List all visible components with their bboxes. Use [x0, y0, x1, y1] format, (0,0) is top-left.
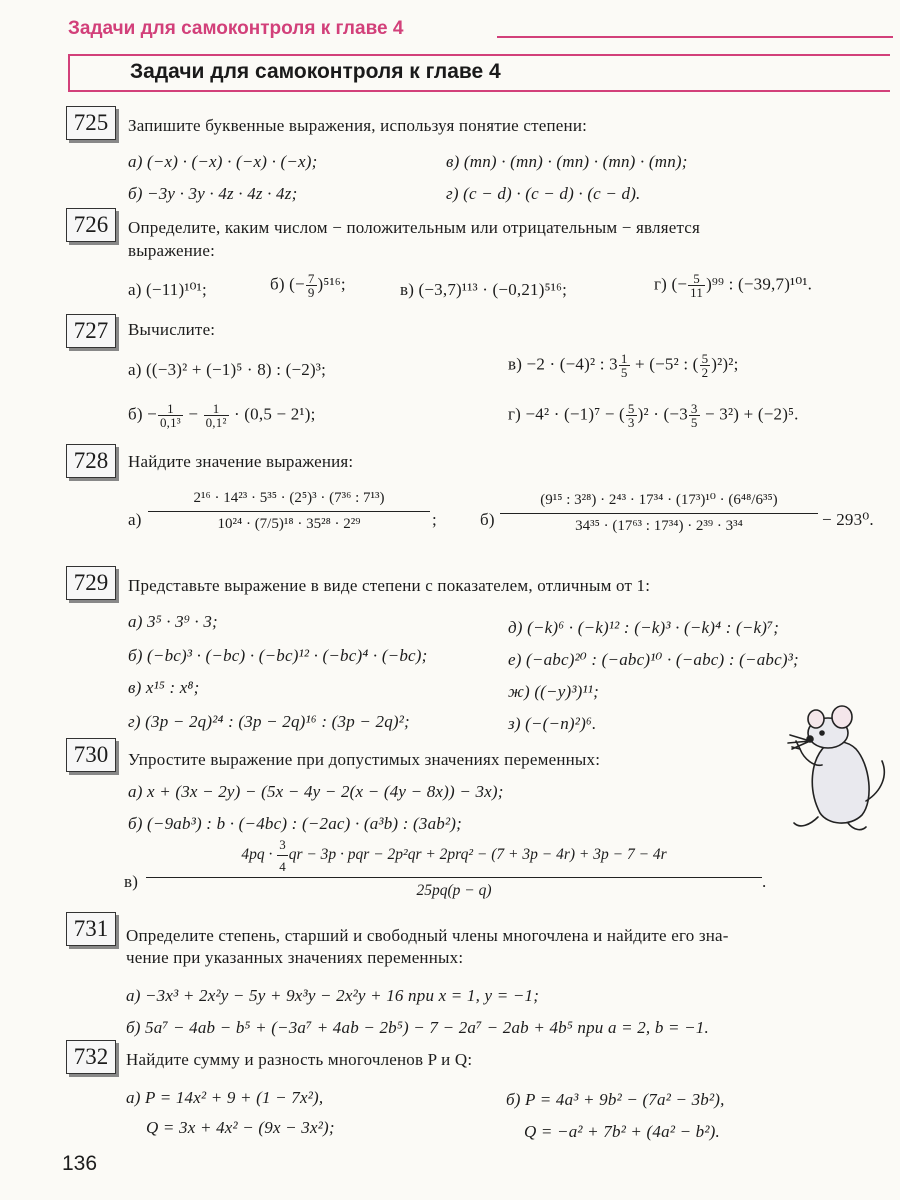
fraction-numerator: 1 [158, 402, 183, 416]
running-head: Задачи для самоконтроля к главе 4 [68, 18, 404, 39]
problem-725-g: г) (c − d) · (c − d) · (c − d). [446, 184, 641, 203]
problem-730-v-fraction [146, 838, 762, 900]
problem-727-g-prefix: г) −4² · (−1)⁷ − ( [508, 404, 625, 424]
problem-731-a: а) −3x³ + 2x²y − 5y + 9x³y − 2x²y + 16 при x = 1, y = −1; [126, 986, 540, 1005]
problem-728-b-end: − 293⁰. [822, 510, 874, 529]
problem-729-a: а) 3⁵ · 3⁹ · 3; [128, 612, 218, 631]
problem-729-v: в) x¹⁵ : x⁸; [128, 678, 200, 697]
fraction-denominator: 4 [279, 859, 286, 874]
fraction-numerator: (9¹⁵ : 3²⁸) · 2⁴³ · 17³⁴ · (17³)¹⁰ · (6⁴⁸/6³⁵) [540, 492, 778, 508]
problem-726-g-suffix: )⁹⁹ : (−39,7)¹⁰¹. [706, 274, 813, 294]
problem-727-g-middle: )² · (−3 [637, 404, 688, 424]
problem-725-b: б) −3y · 3y · 4z · 4z · 4z; [128, 184, 298, 203]
problem-726-b-suffix: )⁵¹⁶; [317, 274, 346, 294]
problem-729-z: з) (−(−n)²)⁶. [508, 714, 597, 733]
fraction-numerator: 3 [277, 838, 288, 856]
fraction-denominator: 9 [307, 285, 315, 300]
problem-727-b-prefix: б) − [128, 404, 157, 424]
fraction-denominator: 11 [690, 285, 704, 300]
fraction-numerator: 7 [307, 271, 315, 286]
fraction-numerator: 5 [701, 351, 709, 366]
mouse-illustration [770, 705, 890, 835]
problem-number-727: 727 [66, 314, 116, 348]
fraction [689, 402, 700, 429]
page-number: 136 [62, 1152, 98, 1175]
fraction-denominator: 0,1³ [159, 415, 181, 430]
problem-728-a-label: а) [128, 510, 142, 529]
fraction-denominator: 0,1² [205, 415, 227, 430]
problem-725-text: Запишите буквенные выражения, используя понятие степени: [128, 116, 588, 135]
fraction-denominator: 2 [701, 365, 709, 380]
problem-730-a: а) x + (3x − 2y) − (5x − 4y − 2(x − (4y − 8x)) − 3x); [128, 782, 504, 801]
problem-727-text: Вычислите: [128, 320, 216, 339]
problem-726-g [654, 272, 812, 299]
fraction [626, 402, 637, 429]
fraction-numerator: 5 [627, 401, 635, 416]
fraction-denominator: 3 [627, 415, 635, 430]
problem-726-text-line1: Определите, каким числом − положительным или отрицательным − является [128, 218, 701, 237]
problem-number-729: 729 [66, 566, 116, 600]
problem-726-v: в) (−3,7)¹¹³ · (−0,21)⁵¹⁶; [400, 280, 568, 299]
problem-727-b [128, 402, 316, 429]
numerator-prefix: 4pq · [241, 846, 277, 864]
running-head-rule [497, 36, 893, 38]
problem-727-v-suffix: )²)²; [711, 354, 739, 374]
problem-727-g [508, 402, 799, 429]
fraction [688, 272, 705, 299]
problem-725-v: в) (mn) · (mn) · (mn) · (mn) · (mn); [446, 152, 688, 171]
problem-727-b-suffix: · (0,5 − 2¹); [229, 404, 316, 424]
problem-727-v [508, 352, 739, 379]
numerator-suffix: qr − 3p · pqr − 2p²qr + 2prq² − (7 + 3p − 4r) + 3p − 7 − 4r [288, 846, 667, 864]
problem-728-a-end: ; [432, 510, 437, 529]
fraction-numerator: 1 [620, 351, 628, 366]
fraction [306, 272, 317, 299]
problem-726-g-prefix: г) (− [654, 274, 688, 294]
problem-729-zh: ж) ((−y)³)¹¹; [508, 682, 599, 701]
problem-732-text: Найдите сумму и разность многочленов P и Q: [126, 1050, 473, 1069]
problem-731-text-line1: Определите степень, старший и свободный члены многочлена и найдите его зна- [126, 926, 729, 945]
problem-729-e: е) (−abc)²⁰ : (−abc)¹⁰ · (−abc) : (−abc)³; [508, 650, 799, 669]
problem-number-726: 726 [66, 208, 116, 242]
fraction-numerator [146, 838, 762, 877]
fraction-numerator: 2¹⁶ · 14²³ · 5³⁵ · (2⁵)³ · (7³⁶ : 7¹³) [193, 490, 385, 506]
fraction-denominator: 5 [620, 365, 628, 380]
problem-725-a: а) (−x) · (−x) · (−x) · (−x); [128, 152, 318, 171]
problem-731-b: б) 5a⁷ − 4ab − b⁵ + (−3a⁷ + 4ab − 2b⁵) − 7 − 2a⁷ − 2ab + 4b⁵ при a = 2, b = −1. [126, 1018, 709, 1037]
problem-730-b: б) (−9ab³) : b · (−4bc) : (−2ac) · (a³b) : (3ab²); [128, 814, 463, 833]
problem-number-725: 725 [66, 106, 116, 140]
problem-729-d: д) (−k)⁶ · (−k)¹² : (−k)³ · (−k)⁴ : (−k)⁷; [508, 618, 780, 637]
problem-732-a-q: Q = 3x + 4x² − (9x − 3x²); [146, 1118, 335, 1137]
problem-727-b-middle: − [183, 404, 203, 424]
problem-727-v-prefix: в) −2 · (−4)² : 3 [508, 354, 618, 374]
fraction-denominator: 34³⁵ · (17⁶³ : 17³⁴) · 2³⁹ · 3³⁴ [575, 518, 743, 534]
problem-731-text-line2: чение при указанных значениях переменных: [126, 948, 464, 967]
chapter-title: Задачи для самоконтроля к главе 4 [130, 60, 501, 83]
problem-730-v-end: . [762, 872, 767, 891]
problem-732-a-p: а) P = 14x² + 9 + (1 − 7x²), [126, 1088, 324, 1107]
fraction [619, 352, 630, 379]
fraction-numerator: 1 [204, 402, 229, 416]
problem-728-a-fraction [148, 490, 430, 533]
problem-727-g-suffix: − 3²) + (−2)⁵. [700, 404, 799, 424]
problem-number-732: 732 [66, 1040, 116, 1074]
fraction [158, 402, 183, 429]
problem-729-text: Представьте выражение в виде степени с показателем, отличным от 1: [128, 576, 651, 595]
fraction [277, 838, 288, 873]
problem-729-b: б) (−bc)³ · (−bc) · (−bc)¹² · (−bc)⁴ · (−bc); [128, 646, 428, 665]
problem-727-v-middle: + (−5² : ( [630, 354, 699, 374]
problem-729-g: г) (3p − 2q)²⁴ : (3p − 2q)¹⁶ : (3p − 2q)²; [128, 712, 410, 731]
problem-726-text-line2: выражение: [128, 241, 216, 260]
problem-726-a: а) (−11)¹⁰¹; [128, 280, 207, 299]
chapter-title-box [68, 54, 890, 92]
problem-727-a: а) ((−3)² + (−1)⁵ · 8) : (−2)³; [128, 360, 327, 379]
problem-726-b [270, 272, 346, 299]
problem-726-b-prefix: б) (− [270, 274, 305, 294]
fraction-denominator: 5 [690, 415, 698, 430]
problem-728-b-label: б) [480, 510, 495, 529]
problem-732-b-q: Q = −a² + 7b² + (4a² − b²). [524, 1122, 720, 1141]
fraction-denominator: 25pq(p − q) [416, 882, 492, 899]
problem-732-b-p: б) P = 4a³ + 9b² − (7a² − 3b²), [506, 1090, 725, 1109]
problem-730-v-label: в) [124, 872, 139, 891]
fraction-numerator: 5 [688, 272, 705, 286]
problem-728-text: Найдите значение выражения: [128, 452, 354, 471]
problem-number-730: 730 [66, 738, 116, 772]
problem-number-728: 728 [66, 444, 116, 478]
fraction [204, 402, 229, 429]
fraction-numerator: 3 [690, 401, 698, 416]
fraction [700, 352, 711, 379]
problem-number-731: 731 [66, 912, 116, 946]
problem-730-text: Упростите выражение при допустимых значениях переменных: [128, 750, 601, 769]
problem-728-b-fraction [500, 490, 818, 535]
fraction-denominator: 10²⁴ · (7/5)¹⁸ · 35²⁸ · 2²⁹ [217, 516, 361, 532]
